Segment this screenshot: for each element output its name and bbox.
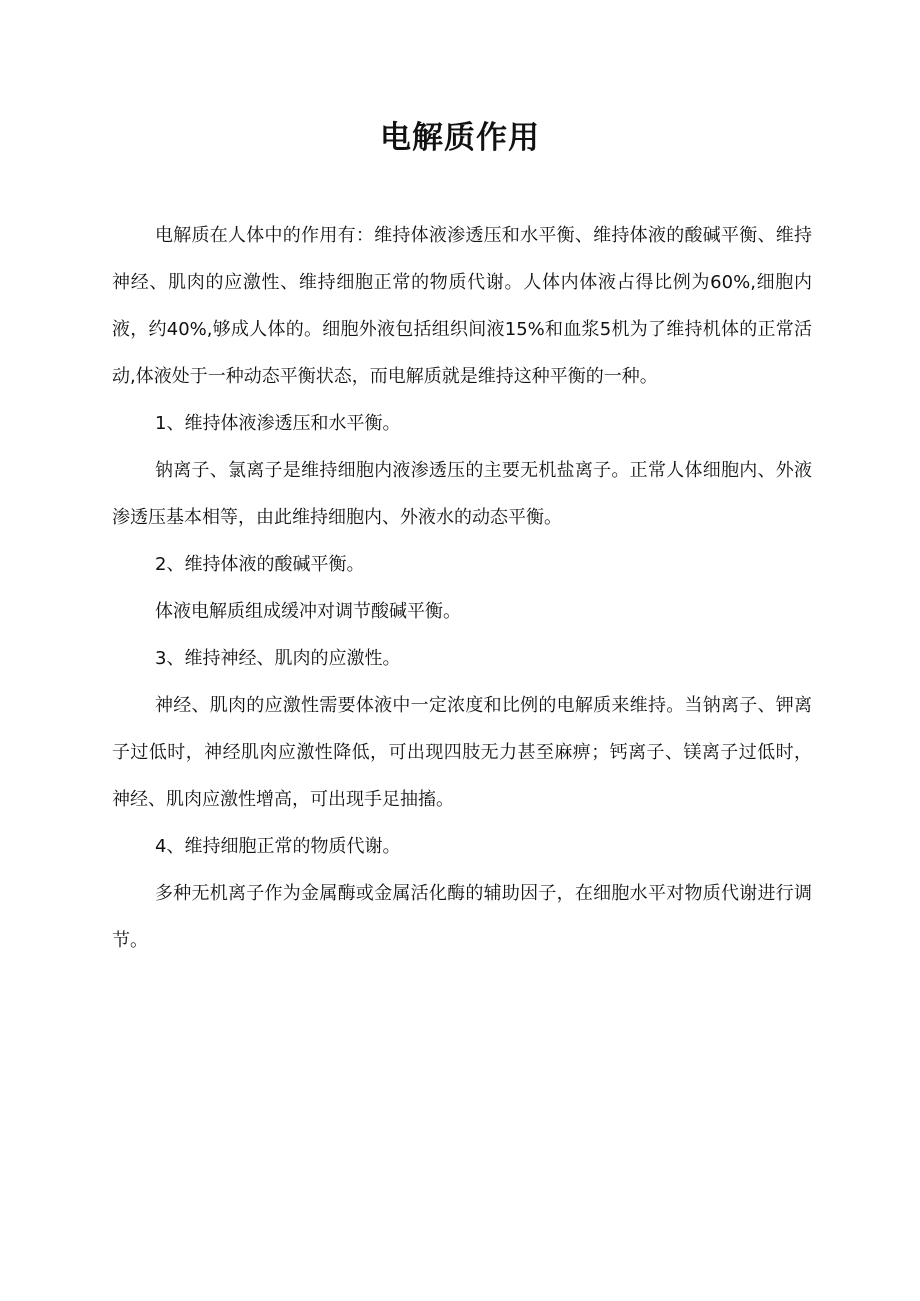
section-paragraph-3: 神经、肌肉的应激性需要体液中一定浓度和比例的电解质来维持。当钠离子、钾离子过低时，神经肌肉应激性降低，可出现四肢无力甚至麻痹；钙离子、镁离子过低时，神经、肌肉应激性增高，可出现手足抽搐。	[112, 695, 812, 810]
section-paragraph-2: 体液电解质组成缓冲对调节酸碱平衡。	[155, 601, 461, 622]
document-body	[112, 212, 812, 964]
section-heading-2: 2、维持体液的酸碱平衡。	[155, 554, 365, 575]
intro-paragraph: 电解质在人体中的作用有：维持体液渗透压和水平衡、维持体液的酸碱平衡、维持神经、肌肉的应激性、维持细胞正常的物质代谢。人体内体液占得比例为60%,细胞内液，约40%,够成人体的。细胞外液包括组织间液15%和血浆5机为了维持机体的正常活动,体液处于一种动态平衡状态，而电解质就是维持这种平衡的一种。	[112, 225, 812, 387]
section-heading-3: 3、维持神经、肌肉的应激性。	[155, 648, 401, 669]
section-heading-4: 4、维持细胞正常的物质代谢。	[155, 836, 401, 857]
section-paragraph-1: 钠离子、氯离子是维持细胞内液渗透压的主要无机盐离子。正常人体细胞内、外液渗透压基本相等，由此维持细胞内、外液水的动态平衡。	[112, 460, 812, 528]
document-title: 电解质作用	[380, 120, 540, 156]
section-paragraph-4: 多种无机离子作为金属酶或金属活化酶的辅助因子，在细胞水平对物质代谢进行调节。	[112, 883, 812, 951]
section-heading-1: 1、维持体液渗透压和水平衡。	[155, 413, 401, 434]
